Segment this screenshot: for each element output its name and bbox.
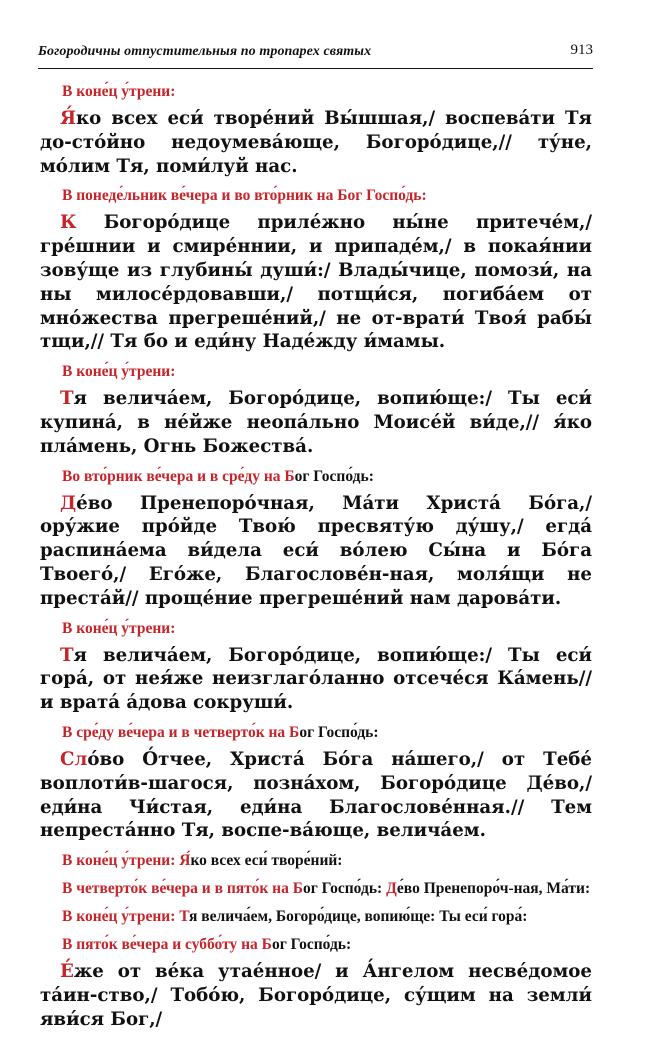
rubric-red-part: В сре́ду ве́чера и в четверто́к на Б (62, 723, 300, 741)
verse-4 (40, 492, 592, 611)
header-rule (38, 68, 593, 69)
header-title: Богородичны отпустительныя по тропарех святых (38, 44, 372, 59)
rubric-red-part: В коне́ц у́трени: Я́ (62, 852, 191, 870)
verse-3 (40, 387, 592, 458)
rubric-black-part: ог Госпо́дь: (302, 880, 387, 898)
page-number: 913 (570, 42, 593, 58)
verse-text: ко всех еси́ творе́ний Вы́шшая,/ воспева́ти Тя до-сто́йно недоумева́юще, Богоро́дице,// ту́не, мо́лим Тя, поми́луй нас. (40, 108, 592, 177)
rubric-5: В коне́ц у́трени: (62, 619, 176, 637)
initial-letter: Т (60, 388, 74, 410)
initial-letter: Е́ (60, 961, 74, 983)
initial-letter: К (60, 212, 77, 234)
rubric-red-part: Д (386, 880, 397, 898)
initial-letter: Сл (60, 748, 88, 770)
rubric-black-part: я велича́ем, Богоро́дице, вопию́ще: Ты еси́ гора́: (189, 908, 528, 926)
rubric-black-part: е́во Пренепоро́ч-ная, Ма́ти: (396, 880, 591, 898)
page-body (40, 82, 592, 1032)
rubric-red-part: Во вто́рник ве́чера и в сре́ду на Б (62, 467, 295, 485)
verse-text: я велича́ем, Богоро́дице, вопию́ще:/ Ты еси́ гора́, от нея́же неизглаго́ланно отсече́ся Ка́мень// и врата́ а́дова сокруши́. (40, 644, 592, 714)
verse-text: я велича́ем, Богоро́дице, вопию́ще:/ Ты еси́ купина́, в не́йже неопа́льно Моисе́й ви́де,// я́ко пла́мень, Огнь Божества́. (40, 388, 592, 457)
rubric-7 (40, 851, 592, 871)
running-header (38, 44, 593, 66)
verse-6 (40, 748, 592, 843)
initial-letter: Я́ (60, 108, 77, 129)
rubric-black-part: ог Госпо́дь: (294, 467, 374, 485)
initial-letter: Д (60, 492, 77, 514)
verse-1 (40, 107, 592, 178)
verse-text: же от ве́ка утае́нное/ и А́нгелом несве́домое та́ин-ство,/ Тобо́ю, Богоро́дице, су́щим на земли́ яви́ся Бог,/ (40, 961, 592, 1030)
rubric-red-part: В коне́ц у́трени: Т (62, 908, 190, 926)
rubric-red-part: В четверто́к ве́чера и в пято́к на Б (62, 880, 303, 898)
rubric-1: В коне́ц у́трени: (62, 83, 176, 100)
rubric-9 (40, 907, 592, 927)
rubric-8 (40, 879, 592, 899)
rubric-red-part: В пято́к ве́чера и суббо́ту на Б (62, 936, 272, 954)
rubric-2: В понеде́льник ве́чера и во вто́рник на Бог Госпо́дь: (62, 187, 427, 205)
verse-text: о́во О́тчее, Христа́ Бо́га на́шего,/ от Тебе́ воплоти́в-шагося, позна́хом, Богоро́дице Де́во,/ еди́на Чи́стая, еди́на Благослове́нная.// Тем непреста́нно Тя, воспе-ва́юще, велича́ем. (40, 748, 592, 842)
rubric-6 (62, 723, 592, 743)
verse-text: Богоро́дице приле́жно ны́не притече́м,/ гре́шнии и смире́ннии, и припаде́м,/ в покая́нии зову́ще из глубины́ души́:/ Влады́чице, помози́, на ны милосе́рдовавши,/ потщи́ся, погиба́ем от мно́жества прегреше́ний,/ не от-врати́ Твоя́ рабы́ тщи,// Тя бо и еди́ну Наде́жду и́мамы. (40, 212, 592, 353)
rubric-black-part: ог Госпо́дь: (271, 936, 352, 954)
rubric-black-part: ко всех еси́ творе́ний: (190, 852, 343, 870)
rubric-black-part: ог Госпо́дь: (299, 723, 379, 741)
rubric-4 (62, 467, 592, 487)
verse-text: е́во Пренепоро́чная, Ма́ти Христа́ Бо́га,/ ору́жие про́йде Твою́ пресвяту́ю ду́шу,/ егда́ распина́ема ви́дела еси́ во́лею Сы́на и Бо́га Твоего́,/ Его́же, Благослове́н-ная, моля́щи не преста́й// проще́ние прегреше́ний нам дарова́ти. (40, 492, 592, 609)
verse-5 (40, 644, 592, 715)
initial-letter: Т (60, 644, 74, 666)
verse-2 (40, 211, 592, 354)
rubric-3: В коне́ц у́трени: (62, 363, 176, 381)
rubric-10 (62, 935, 592, 955)
verse-10 (40, 960, 592, 1031)
